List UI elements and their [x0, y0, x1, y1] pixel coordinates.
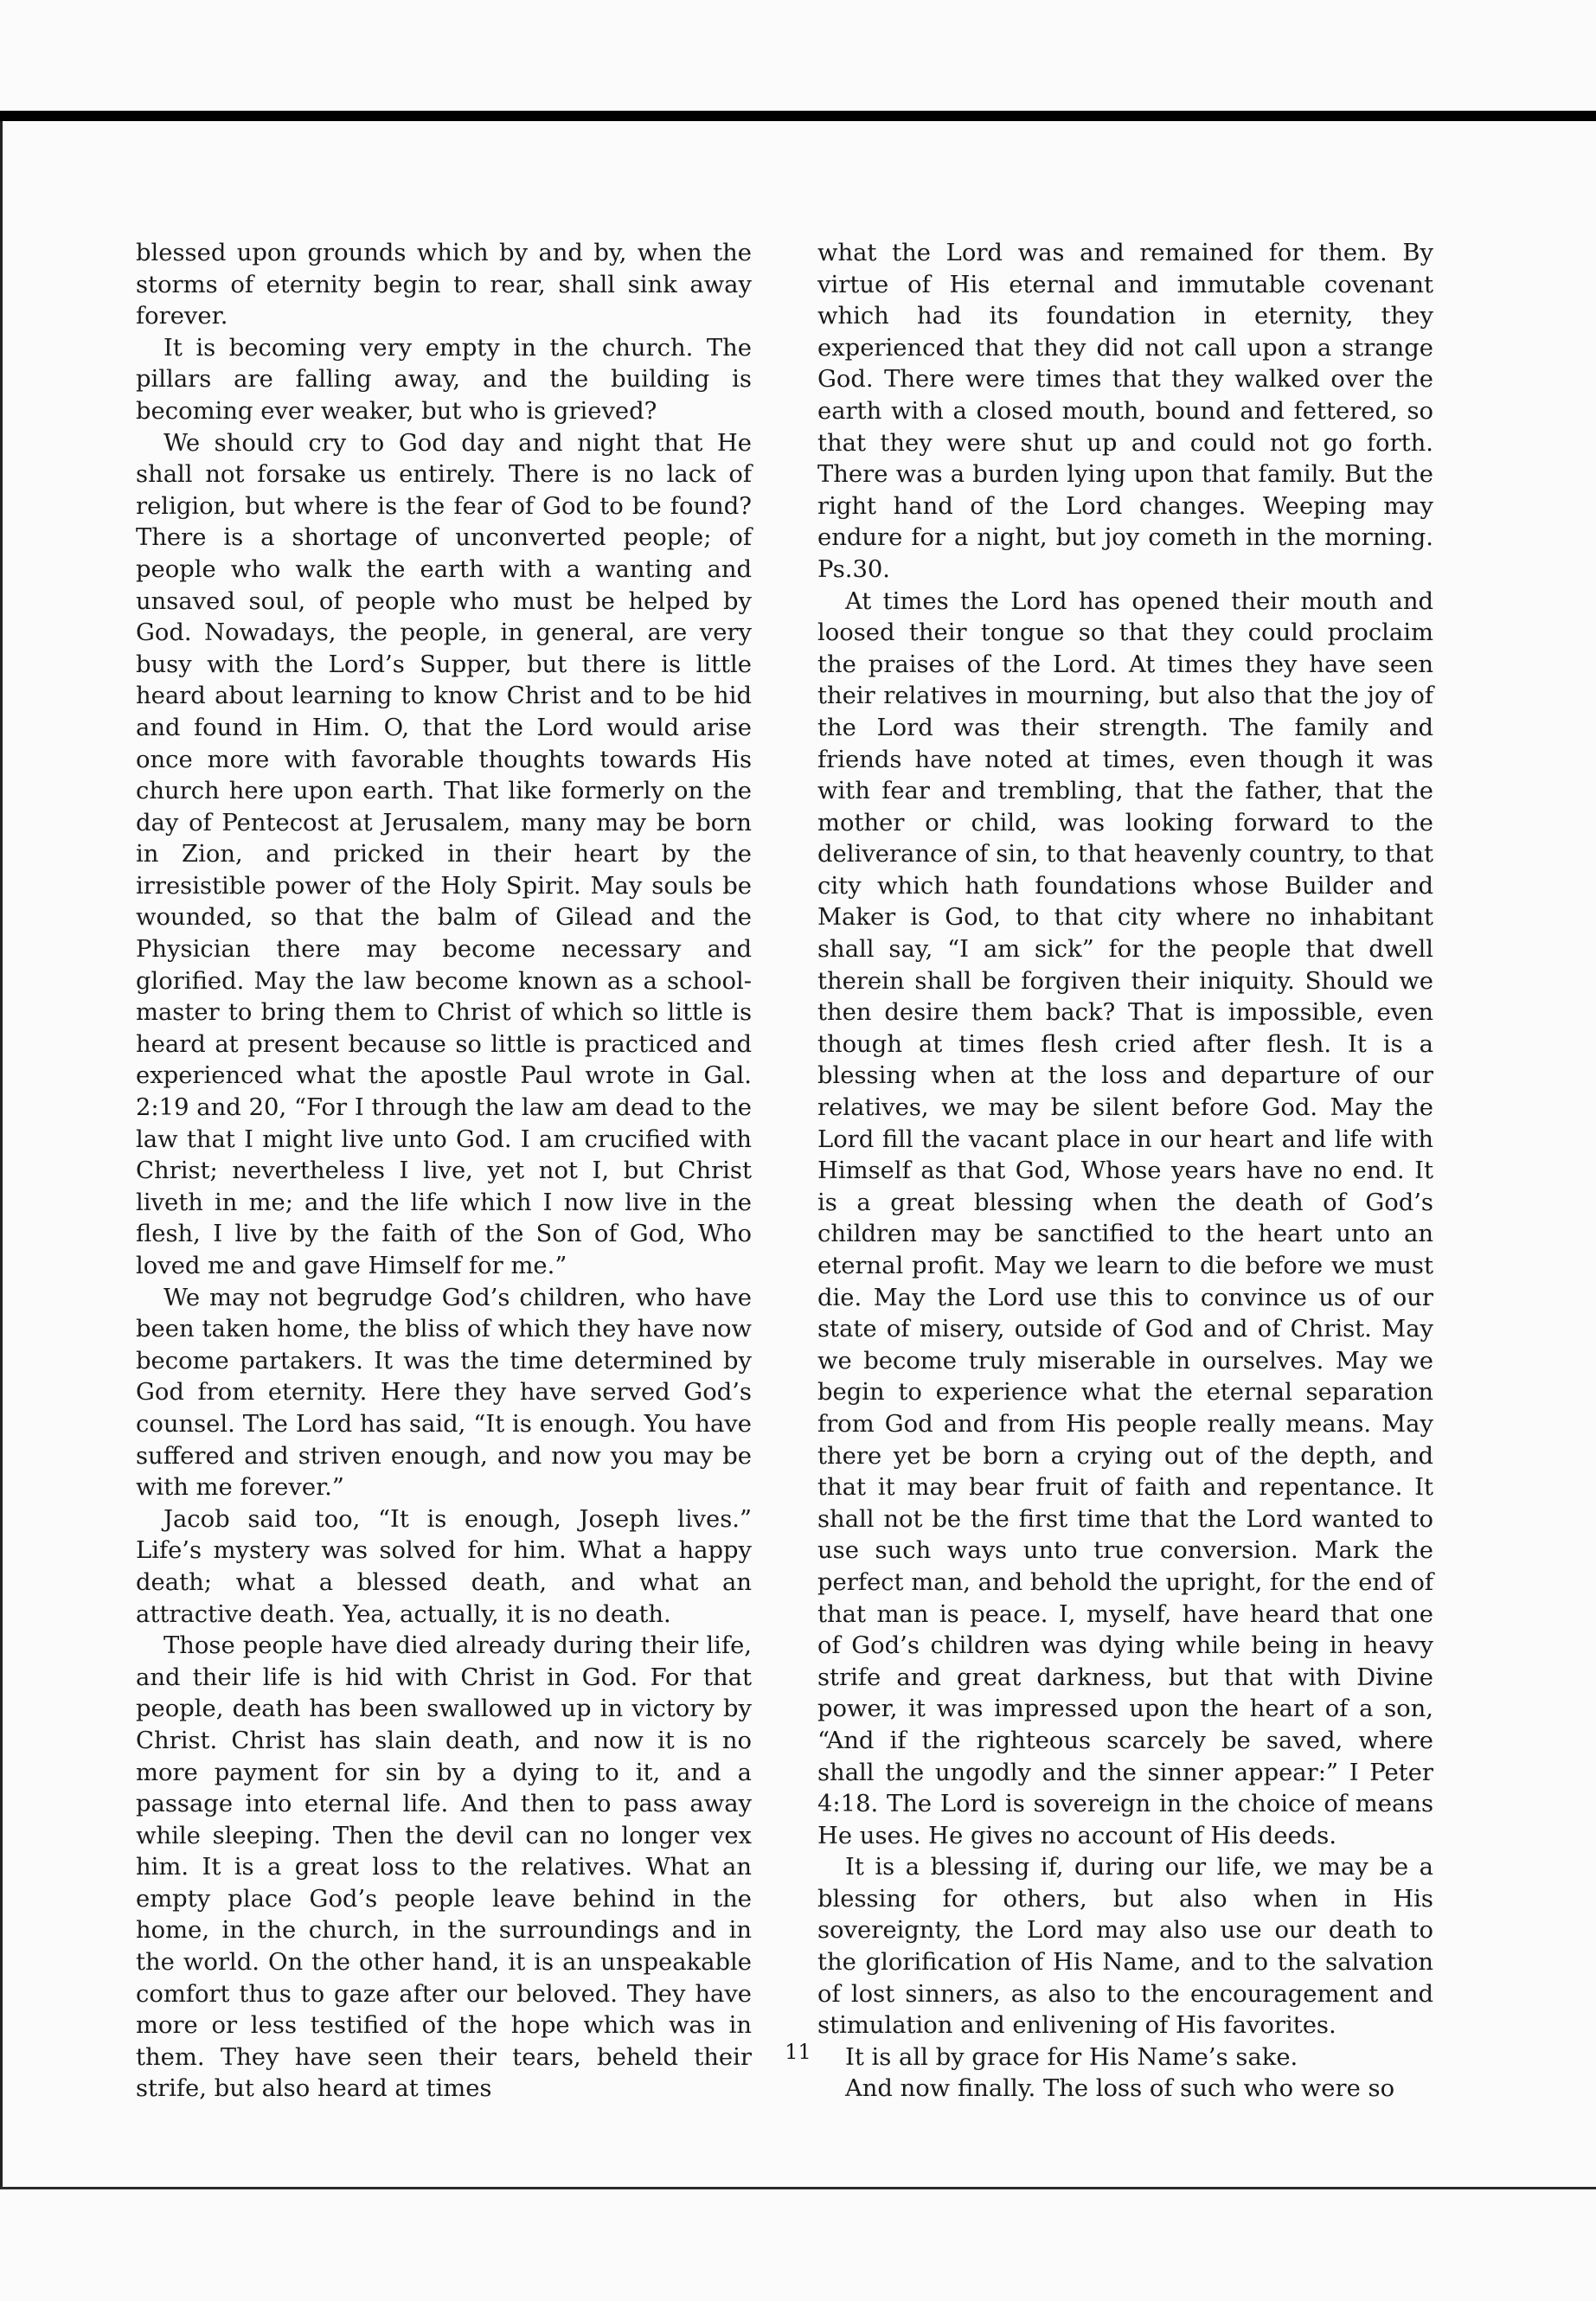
page-number: 11	[785, 2040, 811, 2064]
paragraph: At times the Lord has opened their mouth and loosed their tongue so that they could proclaim the praises of the Lord. At times they have seen their relatives in mourning, but also that the joy of the Lord was their strength. The family and friends have noted at times, even though it was with fear and trembling, that the father, that the mother or child, was looking forward to the deliverance of sin, to that heavenly country, to that city which hath foundations whose Builder and Maker is God, to that city where no inhabitant shall say, “I am sick” for the people that dwell therein shall be forgiven their iniquity. Should we then desire them back? That is impossible, even though at times flesh cried after flesh. It is a blessing when at the loss and departure of our relatives, we may be silent before God. May the Lord fill the vacant place in our heart and life with Himself as that God, Whose years have no end. It is a great blessing when the death of God’s children may be sanctified to the heart unto an eternal profit. May we learn to die before we must die. May the Lord use this to convince us of our state of misery, outside of God and of Christ. May we become truly miserable in ourselves. May we begin to experience what the eternal separation from God and from His people really means. May there yet be born a crying out of the depth, and that it may bear fruit of faith and repentance. It shall not be the first time that the Lord wanted to use such ways unto true conversion. Mark the perfect man, and behold the upright, for the end of that man is peace. I, myself, have heard that one of God’s children was dying while being in heavy strife and great darkness, but that with Divine power, it was impressed upon the heart of a son, “And if the righteous scarcely be saved, where shall the ungodly and the sinner appear:” I Peter 4:18. The Lord is sovereign in the choice of means He uses. He gives no account of His deeds.	[817, 587, 1433, 1849]
paragraph: Those people have died already during their life, and their life is hid with Christ in God. For that people, death has been swallowed up in victory by Christ. Christ has slain death, and now it is no more payment for sin by a dying to it, and a passage into eternal life. And then to pass away while sleeping. Then the devil can no longer vex him. It is a great loss to the relatives. What an empty place God’s people leave behind in the home, in the church, in the surroundings and in the world. On the other hand, it is an unspeakable comfort thus to gaze after our beloved. They have more or less testified of the hope which was in them. They have seen their tears, beheld their strife, but also heard at times	[136, 1632, 752, 2103]
paragraph: It is a blessing if, during our life, we may be a blessing for others, but also when in His sovereignty, the Lord may also use our death to the glorification of His Name, and to the salvation of lost sinners, as also to the encouragement and stimulation and enlivening of His favorites.	[817, 1854, 1433, 2040]
scan-top-border	[0, 111, 1596, 121]
paragraph: what the Lord was and remained for them. By virtue of His eternal and immutable covenant which had its foundation in eternity, they experienced that they did not call upon a strange God. There were times that they walked over the earth with a closed mouth, bound and fettered, so that they were shut up and could not go forth. There was a burden lying upon that family. But the right hand of the Lord changes. Weeping may endure for a night, but joy cometh in the morning. Ps.30.	[817, 240, 1433, 583]
paragraph: Jacob said too, “It is enough, Joseph lives.” Life’s mystery was solved for him. What a happy death; what a blessed death, and what an attractive death. Yea, actually, it is no death.	[136, 1505, 752, 1628]
paragraph: It is becoming very empty in the church. The pillars are falling away, and the building is becoming ever weaker, but who is grieved?	[136, 334, 752, 425]
scan-left-border	[0, 121, 3, 2187]
paragraph: And now finally. The loss of such who were so	[845, 2075, 1395, 2103]
scan-bottom-border	[0, 2187, 1596, 2189]
paragraph: We may not begrudge God’s children, who have been taken home, the bliss of which they have now become partakers. It was the time determined by God from eternity. Here they have served God’s counsel. The Lord has said, “It is enough. You have suffered and striven enough, and now you may be with me forever.”	[136, 1284, 752, 1502]
paragraph: blessed upon grounds which by and by, when the storms of eternity begin to rear, shall sink away forever.	[136, 240, 752, 330]
paragraph: We should cry to God day and night that He shall not forsake us entirely. There is no lack of religion, but where is the fear of God to be found? There is a shortage of unconverted people; of people who walk the earth with a wanting and unsaved soul, of people who must be helped by God. Nowadays, the people, in general, are very busy with the Lord’s Supper, but there is little heard about learning to know Christ and to be hid and found in Him. O, that the Lord would arise once more with favorable thoughts towards His church here upon earth. That like formerly on the day of Pentecost at Jerusalem, many may be born in Zion, and pricked in their heart by the irresistible power of the Holy Spirit. May souls be wounded, so that the balm of Gilead and the Physician there may become necessary and glorified. May the law become known as a school-master to bring them to Christ of which so little is heard at present because so little is practiced and experienced what the apostle Paul wrote in Gal. 2:19 and 20, “For I through the law am dead to the law that I might live unto God. I am crucified with Christ; nevertheless I live, yet not I, but Christ liveth in me; and the life which I now live in the flesh, I live by the faith of the Son of God, Who loved me and gave Himself for me.”	[136, 429, 752, 1279]
paragraph: It is all by grace for His Name’s sake.	[845, 2043, 1298, 2071]
right-text-column	[817, 238, 1433, 2106]
left-text-column	[136, 238, 752, 2106]
